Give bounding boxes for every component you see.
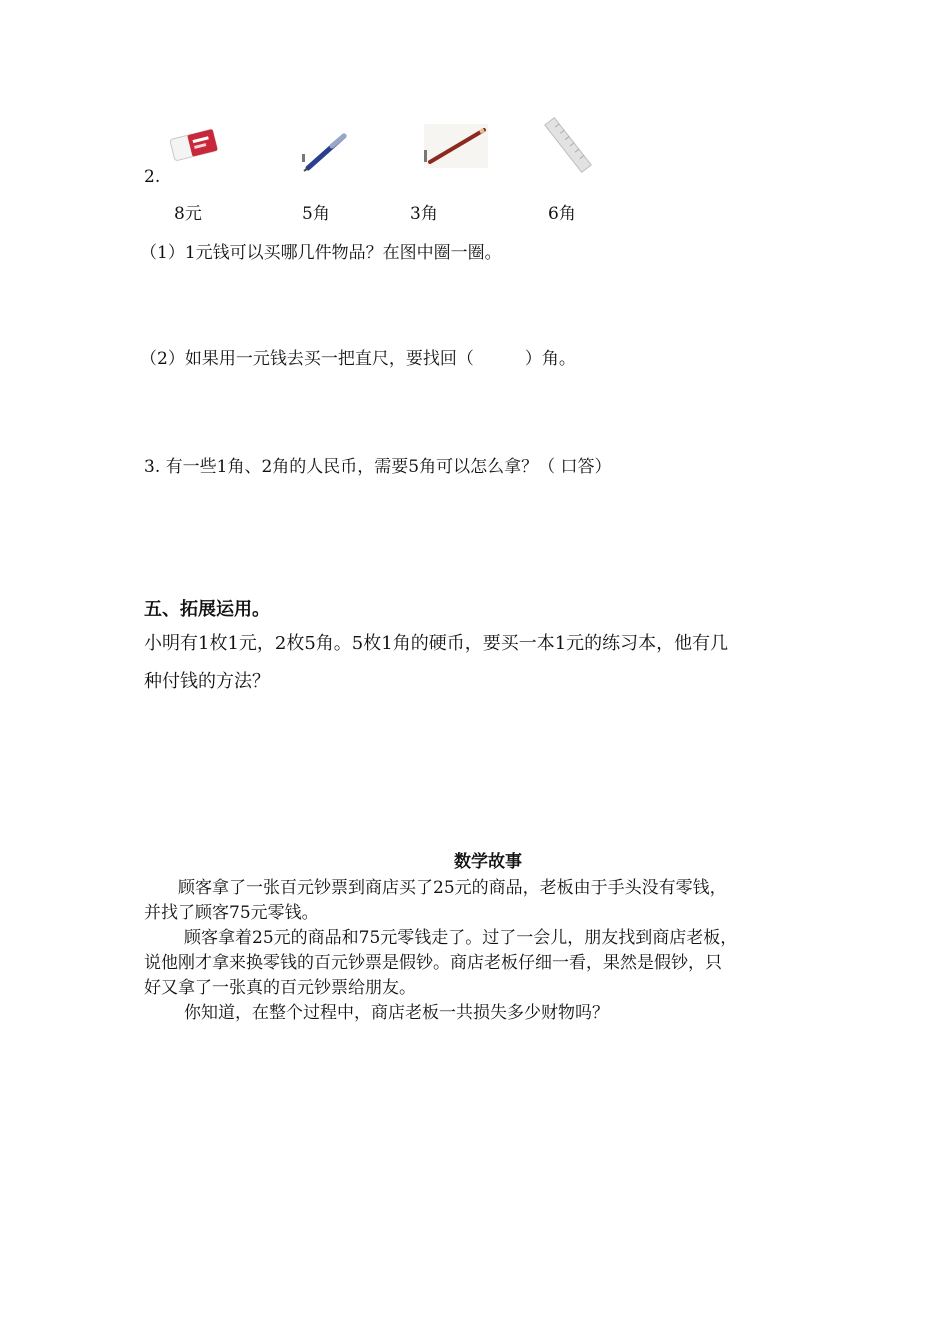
- story-p1-line1: 顾客拿了一张百元钞票到商店买了25元的商品，老板由于手头没有零钱，: [178, 878, 727, 898]
- eraser-price: 8元: [174, 204, 202, 224]
- question-2-part-1: （1）1元钱可以买哪几件物品？在图中圈一圈。: [140, 243, 502, 263]
- question-2-part-2: （2）如果用一元钱去买一把直尺，要找回（ ）角。: [140, 349, 576, 369]
- pen-price: 5角: [302, 204, 330, 224]
- pencil-price: 3角: [410, 204, 438, 224]
- question-2-number: 2.: [144, 167, 161, 187]
- story-p1-line2: 并找了顾客75元零钱。: [144, 903, 319, 923]
- story-p2-line3: 好又拿了一张真的百元钞票给朋友。: [144, 978, 416, 998]
- ruler-icon: [540, 120, 596, 170]
- story-question: 你知道，在整个过程中，商店老板一共损失多少财物吗？: [184, 1003, 609, 1023]
- section-5-heading: 五、拓展运用。: [144, 599, 270, 620]
- pen-icon: [302, 132, 350, 172]
- pencil-icon: [424, 124, 488, 168]
- section-5-line-2: 种付钱的方法？: [144, 671, 270, 692]
- ruler-price: 6角: [548, 204, 576, 224]
- story-p2-line1: 顾客拿着25元的商品和75元零钱走了。过了一会儿，朋友找到商店老板，: [184, 928, 738, 948]
- question-3: 3. 有一些1角、2角的人民币，需要5角可以怎么拿？（ 口答）: [144, 457, 612, 477]
- section-5-line-1: 小明有1枚1元，2枚5角。5枚1角的硬币，要买一本1元的练习本，他有几: [144, 633, 729, 654]
- eraser-icon: [168, 124, 220, 168]
- story-p2-line2: 说他刚才拿来换零钱的百元钞票是假钞。商店老板仔细一看，果然是假钞，只: [144, 953, 722, 973]
- story-title: 数学故事: [454, 852, 522, 872]
